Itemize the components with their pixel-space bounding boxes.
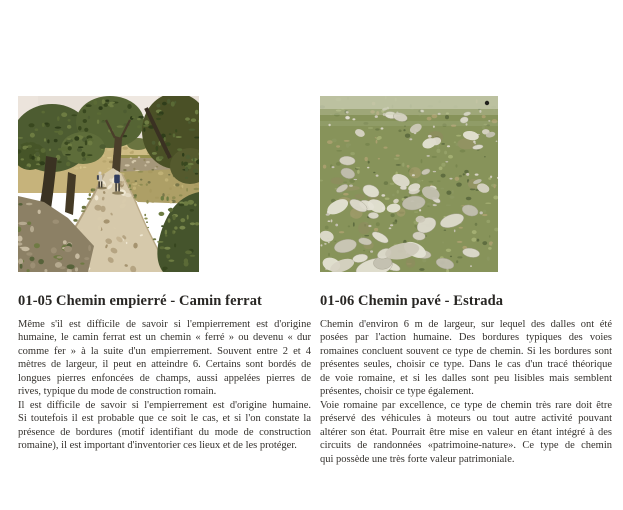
text-line: romaines concluent souvent ce type de chemin. Si les bordures sont [320, 345, 612, 357]
text-line: de voie romaine, et si les dalles sont peu lisibles mais semblent [320, 372, 612, 384]
text-line: mètres de largeur, il peut en atteindre 6. Certains sont bordés de [18, 359, 311, 371]
dark-spot [485, 101, 489, 105]
text-line: circuits de randonnées «patrimoine-nature». Ce type de chemin [320, 440, 612, 452]
text-line: présence de bordures (motif identifiant du mode de construction [18, 426, 311, 438]
text-line: préservé des véhicules à moteurs ou tout autre activité pouvant [320, 413, 612, 425]
text-line: présentes, choisir ce type également. [320, 386, 474, 398]
paragraph [320, 399, 612, 466]
text-line: altérer son état. Pourrait être mise en valeur en étant intégré à des [320, 426, 612, 438]
text-line: Même s'il est difficile de savoir si l'empierrement est d'origine [18, 319, 311, 330]
text-line: Il est difficile de savoir si l'empierrement est d'origine humaine. [18, 399, 311, 411]
article-chemin-pave [320, 96, 612, 466]
text-line: humaine, le camin ferrat est un chemin « ferré » ou devenu « dur [18, 332, 311, 344]
text-line: Si toutefois il est probable que ce soit le cas, et si l'on constate la [18, 413, 311, 425]
text-line: romaine), il est important d'inventorier ces lieux et de les protéger. [18, 440, 297, 452]
photo-chemin-pave-image [320, 96, 498, 272]
paragraph [320, 318, 612, 399]
text-line: rives, typique du mode de construction romain. [18, 386, 217, 398]
text-line: Chemin d'environ 6 m de largeur, sur lequel des dalles ont été [320, 319, 612, 330]
section-heading-01-06: 01-06 Chemin pavé - Estrada [320, 293, 504, 309]
text-line: Voie romaine par excellence, ce type de chemin très rare doit être [320, 399, 612, 411]
text-line: présentes seules, choisir ce type. Dans le cas d'un tracé théorique [320, 359, 612, 371]
paragraph [18, 318, 311, 399]
photo-chemin-empierre-image [18, 96, 199, 272]
text-line: qui possède une très forte valeur patrimoniale. [320, 453, 515, 465]
paragraph [18, 399, 311, 453]
text-line: posées par l'action humaine. Des bordures typiques des voies [320, 332, 612, 344]
body-text-01-05 [18, 318, 311, 453]
photo-chemin-empierre [18, 96, 311, 272]
text-line: comme fer » à la suite d'un empierrement. Souvent entre 2 et 4 [18, 345, 311, 357]
text-line: longues pierres enfoncées de champs, aussi appelées pierres de [18, 372, 311, 384]
body-text-01-06 [320, 318, 612, 466]
article-chemin-empierre [18, 96, 311, 453]
section-heading-01-05: 01-05 Chemin empierré - Camin ferrat [18, 293, 262, 309]
photo-chemin-pave [320, 96, 612, 272]
